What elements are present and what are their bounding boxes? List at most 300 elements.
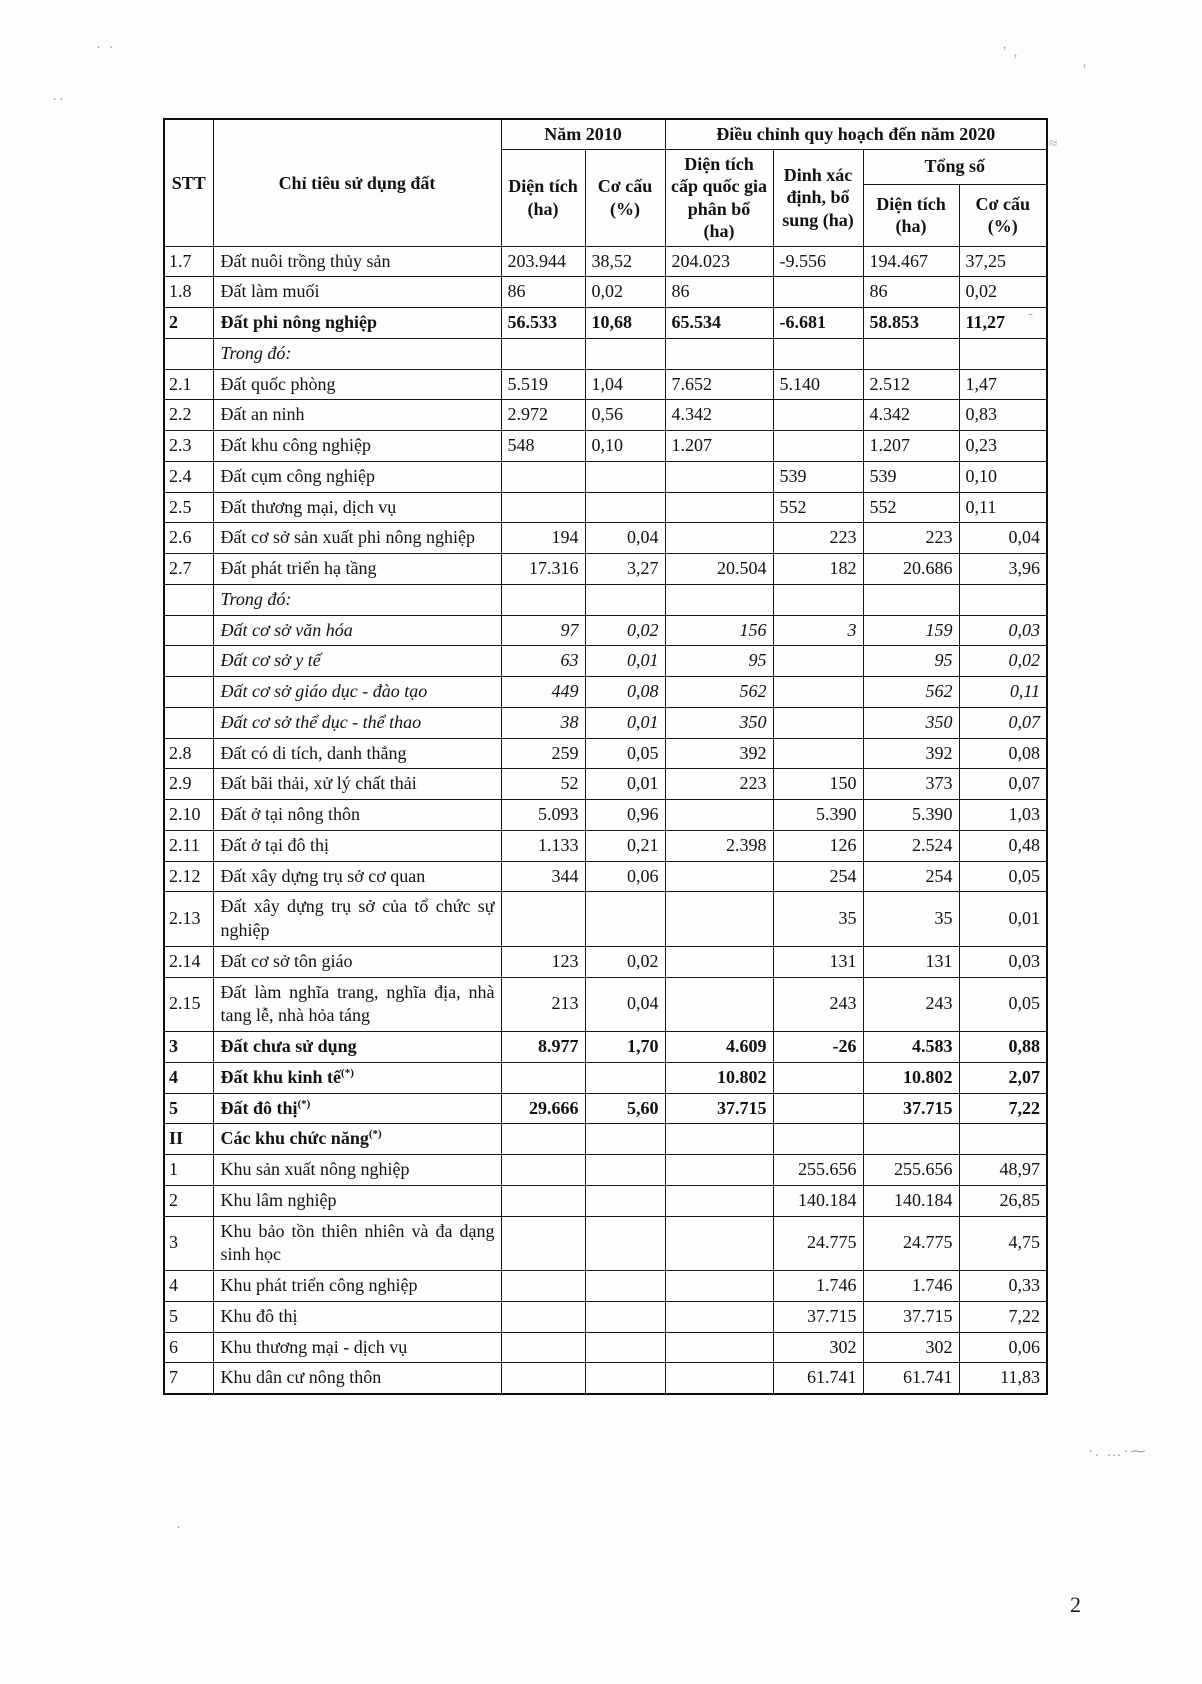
table-row — [164, 523, 1047, 554]
row-value: 24.775 — [773, 1216, 863, 1271]
row-value: 5,60 — [585, 1093, 665, 1124]
row-value — [501, 461, 585, 492]
row-value — [585, 461, 665, 492]
row-value: 552 — [773, 492, 863, 523]
row-stt: 2.11 — [164, 830, 213, 861]
table-row — [164, 1155, 1047, 1186]
row-value — [501, 1062, 585, 1093]
row-value — [959, 1124, 1047, 1155]
row-stt — [164, 707, 213, 738]
table-row — [164, 584, 1047, 615]
row-value — [501, 1332, 585, 1363]
row-stt: 5 — [164, 1301, 213, 1332]
row-value: 20.686 — [863, 554, 959, 585]
table-row — [164, 977, 1047, 1032]
row-value: 0,02 — [959, 646, 1047, 677]
row-value: 5.093 — [501, 800, 585, 831]
row-value: 3,96 — [959, 554, 1047, 585]
row-stt — [164, 584, 213, 615]
row-value: 203.944 — [501, 246, 585, 277]
row-value: 562 — [863, 677, 959, 708]
table-row — [164, 738, 1047, 769]
row-value — [665, 946, 773, 977]
row-value — [773, 1124, 863, 1155]
row-value — [665, 584, 773, 615]
row-value: 8.977 — [501, 1032, 585, 1063]
row-value — [665, 523, 773, 554]
row-stt: 4 — [164, 1271, 213, 1302]
row-value: 65.534 — [665, 308, 773, 339]
row-value: 1.207 — [863, 431, 959, 462]
header-stt: STT — [164, 119, 213, 246]
header-ratio-2010: Cơ cấu (%) — [585, 149, 665, 246]
row-label: Đất làm nghĩa trang, nghĩa địa, nhà tang lễ, nhà hỏa táng — [213, 977, 501, 1032]
row-stt: 1.8 — [164, 277, 213, 308]
row-value: 449 — [501, 677, 585, 708]
row-value: 255.656 — [863, 1155, 959, 1186]
row-value: 194 — [501, 523, 585, 554]
row-stt: 6 — [164, 1332, 213, 1363]
row-value — [501, 338, 585, 369]
land-use-table — [163, 118, 1048, 1395]
row-label: Trong đó: — [213, 338, 501, 369]
row-value: 0,56 — [585, 400, 665, 431]
row-value — [501, 1185, 585, 1216]
row-value — [665, 1155, 773, 1186]
row-label: Đất cơ sở giáo dục - đào tạo — [213, 677, 501, 708]
table-row — [164, 892, 1047, 947]
row-value: 223 — [665, 769, 773, 800]
row-value: 58.853 — [863, 308, 959, 339]
row-value: 140.184 — [863, 1185, 959, 1216]
row-label: Đất làm muối — [213, 277, 501, 308]
row-value — [665, 977, 773, 1032]
row-value — [585, 1155, 665, 1186]
row-stt: 2.7 — [164, 554, 213, 585]
row-label: Khu bảo tồn thiên nhiên và đa dạng sinh học — [213, 1216, 501, 1271]
header-area-2010: Diện tích (ha) — [501, 149, 585, 246]
row-value — [585, 338, 665, 369]
row-value: 140.184 — [773, 1185, 863, 1216]
row-value — [585, 1124, 665, 1155]
row-value: 350 — [863, 707, 959, 738]
row-value: -9.556 — [773, 246, 863, 277]
row-value: 159 — [863, 615, 959, 646]
row-label: Đất cụm công nghiệp — [213, 461, 501, 492]
row-stt: 2.2 — [164, 400, 213, 431]
row-value — [773, 738, 863, 769]
row-stt: 2.4 — [164, 461, 213, 492]
row-value: 20.504 — [665, 554, 773, 585]
scan-artifact: · — [176, 1520, 183, 1536]
row-value: 11,83 — [959, 1363, 1047, 1394]
row-value: 0,01 — [585, 646, 665, 677]
row-label: Đất cơ sở văn hóa — [213, 615, 501, 646]
row-value: 0,01 — [585, 707, 665, 738]
row-label: Khu thương mại - dịch vụ — [213, 1332, 501, 1363]
row-value: 548 — [501, 431, 585, 462]
row-value — [501, 1363, 585, 1394]
row-value — [665, 1363, 773, 1394]
row-value: 10,68 — [585, 308, 665, 339]
row-value: 1,04 — [585, 369, 665, 400]
row-label: Đất cơ sở tôn giáo — [213, 946, 501, 977]
row-value: 213 — [501, 977, 585, 1032]
row-label-footnote-marker: (*) — [341, 1066, 354, 1079]
row-value: 4.342 — [665, 400, 773, 431]
row-label: Đất cơ sở sản xuất phi nông nghiệp — [213, 523, 501, 554]
row-value: 131 — [863, 946, 959, 977]
row-value: 223 — [773, 523, 863, 554]
row-value: 56.533 — [501, 308, 585, 339]
header-year-2010: Năm 2010 — [501, 119, 665, 149]
row-value: 182 — [773, 554, 863, 585]
row-value: 0,03 — [959, 615, 1047, 646]
row-value: 1.207 — [665, 431, 773, 462]
row-value — [665, 861, 773, 892]
scan-artifact: ’ — [1082, 62, 1089, 78]
header-national-alloc: Diện tích cấp quốc gia phân bổ (ha) — [665, 149, 773, 246]
row-label: Đất quốc phòng — [213, 369, 501, 400]
row-value: 17.316 — [501, 554, 585, 585]
row-value: 10.802 — [665, 1062, 773, 1093]
row-value: 0,05 — [585, 738, 665, 769]
table-row — [164, 800, 1047, 831]
row-value: 156 — [665, 615, 773, 646]
scan-artifact: ·. …·⁓ — [1088, 1444, 1148, 1460]
row-value: 61.741 — [863, 1363, 959, 1394]
row-value: 1.746 — [773, 1271, 863, 1302]
scan-artifact: ’ , — [1002, 44, 1020, 60]
row-stt — [164, 677, 213, 708]
row-value: 24.775 — [863, 1216, 959, 1271]
row-value — [665, 492, 773, 523]
row-value: 0,33 — [959, 1271, 1047, 1302]
row-value: 2,07 — [959, 1062, 1047, 1093]
row-value: 10.802 — [863, 1062, 959, 1093]
page-number: 2 — [1070, 1592, 1081, 1617]
row-value — [665, 1124, 773, 1155]
table-row — [164, 1301, 1047, 1332]
row-value: 86 — [863, 277, 959, 308]
row-stt: 2.14 — [164, 946, 213, 977]
row-value: 0,02 — [585, 946, 665, 977]
row-value: 29.666 — [501, 1093, 585, 1124]
row-value — [585, 584, 665, 615]
row-value: 5.519 — [501, 369, 585, 400]
table-row — [164, 492, 1047, 523]
row-value: 0,07 — [959, 707, 1047, 738]
table-row — [164, 1363, 1047, 1394]
table-row — [164, 461, 1047, 492]
row-label: Đất an ninh — [213, 400, 501, 431]
row-value: 2.972 — [501, 400, 585, 431]
row-value — [665, 1301, 773, 1332]
table-row — [164, 400, 1047, 431]
row-value — [585, 1363, 665, 1394]
row-value: 539 — [863, 461, 959, 492]
row-stt: 2.5 — [164, 492, 213, 523]
table-row — [164, 1185, 1047, 1216]
table-row — [164, 861, 1047, 892]
row-value — [665, 1332, 773, 1363]
row-label: Đất xây dựng trụ sở của tổ chức sự nghiệp — [213, 892, 501, 947]
row-value — [585, 1271, 665, 1302]
row-value: 5.140 — [773, 369, 863, 400]
row-value: 123 — [501, 946, 585, 977]
row-value: 0,08 — [585, 677, 665, 708]
row-stt: 2 — [164, 1185, 213, 1216]
row-value — [501, 492, 585, 523]
row-value: 3,27 — [585, 554, 665, 585]
row-value — [773, 338, 863, 369]
row-value: 131 — [773, 946, 863, 977]
row-label-footnote-marker: (*) — [297, 1097, 311, 1110]
table-row — [164, 677, 1047, 708]
row-value: 0,02 — [585, 277, 665, 308]
row-value — [863, 338, 959, 369]
row-value — [773, 400, 863, 431]
row-value — [585, 1301, 665, 1332]
row-value: 255.656 — [773, 1155, 863, 1186]
row-value — [585, 1062, 665, 1093]
row-stt — [164, 615, 213, 646]
row-stt: 4 — [164, 1062, 213, 1093]
row-label: Đất cơ sở thể dục - thể thao — [213, 707, 501, 738]
table-row — [164, 1124, 1047, 1155]
table-row — [164, 615, 1047, 646]
table-row — [164, 308, 1047, 339]
row-value — [501, 1301, 585, 1332]
row-value: 1,70 — [585, 1032, 665, 1063]
row-value — [863, 1124, 959, 1155]
row-value — [665, 892, 773, 947]
row-stt: 3 — [164, 1216, 213, 1271]
row-value: -6.681 — [773, 308, 863, 339]
row-label: Đất nuôi trồng thủy sản — [213, 246, 501, 277]
row-stt: 2.12 — [164, 861, 213, 892]
row-value — [585, 492, 665, 523]
table-row — [164, 1271, 1047, 1302]
row-label: Đất chưa sử dụng — [213, 1032, 501, 1063]
row-stt: 7 — [164, 1363, 213, 1394]
table-row — [164, 277, 1047, 308]
row-value: 0,10 — [585, 431, 665, 462]
row-value — [501, 892, 585, 947]
row-value: 0,02 — [959, 277, 1047, 308]
row-value — [665, 1216, 773, 1271]
row-value — [773, 431, 863, 462]
row-value: -26 — [773, 1032, 863, 1063]
row-value: 48,97 — [959, 1155, 1047, 1186]
row-label: Đất ở tại đô thị — [213, 830, 501, 861]
row-value — [959, 338, 1047, 369]
header-determined-added: Dinh xác định, bổ sung (ha) — [773, 149, 863, 246]
table-row — [164, 1093, 1047, 1124]
row-value: 0,83 — [959, 400, 1047, 431]
row-value: 350 — [665, 707, 773, 738]
row-value: 562 — [665, 677, 773, 708]
row-value — [773, 1062, 863, 1093]
table-body — [164, 246, 1047, 1394]
row-value: 392 — [665, 738, 773, 769]
row-value: 95 — [665, 646, 773, 677]
row-value: 35 — [773, 892, 863, 947]
row-label: Đất cơ sở y tế — [213, 646, 501, 677]
row-value: 95 — [863, 646, 959, 677]
row-label: Đất đô thị(*) — [213, 1093, 501, 1124]
row-value: 37.715 — [773, 1301, 863, 1332]
row-label: Đất khu kinh tế(*) — [213, 1062, 501, 1093]
row-value: 0,96 — [585, 800, 665, 831]
row-value: 86 — [665, 277, 773, 308]
row-value — [501, 1271, 585, 1302]
table-row — [164, 369, 1047, 400]
header-adjust-2020: Điều chỉnh quy hoạch đến năm 2020 — [665, 119, 1047, 149]
row-value — [501, 1124, 585, 1155]
row-value: 38,52 — [585, 246, 665, 277]
row-value — [773, 1093, 863, 1124]
table-row — [164, 246, 1047, 277]
row-value: 150 — [773, 769, 863, 800]
row-value: 97 — [501, 615, 585, 646]
row-label: Khu sản xuất nông nghiệp — [213, 1155, 501, 1186]
row-value: 37,25 — [959, 246, 1047, 277]
row-stt: 2.1 — [164, 369, 213, 400]
row-stt: 2.9 — [164, 769, 213, 800]
row-value: 1,03 — [959, 800, 1047, 831]
table-row — [164, 707, 1047, 738]
row-value: 1,47 — [959, 369, 1047, 400]
row-value — [501, 1155, 585, 1186]
row-label: Đất phát triển hạ tầng — [213, 554, 501, 585]
row-label: Đất xây dựng trụ sở cơ quan — [213, 861, 501, 892]
row-stt: 1.7 — [164, 246, 213, 277]
row-value: 5.390 — [773, 800, 863, 831]
row-value — [585, 1332, 665, 1363]
row-value — [959, 584, 1047, 615]
row-label: Đất bãi thải, xử lý chất thải — [213, 769, 501, 800]
row-value — [585, 892, 665, 947]
row-label: Khu phát triển công nghiệp — [213, 1271, 501, 1302]
row-label: Đất phi nông nghiệp — [213, 308, 501, 339]
row-value: 0,02 — [585, 615, 665, 646]
row-value: 223 — [863, 523, 959, 554]
row-value: 194.467 — [863, 246, 959, 277]
row-value: 4,75 — [959, 1216, 1047, 1271]
row-value: 0,11 — [959, 677, 1047, 708]
row-value: 0,05 — [959, 977, 1047, 1032]
row-label: Đất khu công nghiệp — [213, 431, 501, 462]
row-value — [665, 1271, 773, 1302]
row-label: Khu đô thị — [213, 1301, 501, 1332]
row-stt: 2.13 — [164, 892, 213, 947]
header-total: Tổng số — [863, 149, 1047, 184]
row-value: 35 — [863, 892, 959, 947]
row-stt: 5 — [164, 1093, 213, 1124]
row-label: Đất có di tích, danh thắng — [213, 738, 501, 769]
row-value: 11,27 — [959, 308, 1047, 339]
row-value: 4.609 — [665, 1032, 773, 1063]
row-value: 63 — [501, 646, 585, 677]
scan-artifact: ≈ — [1049, 136, 1060, 152]
row-value: 7,22 — [959, 1093, 1047, 1124]
row-value: 0,48 — [959, 830, 1047, 861]
row-value: 1.133 — [501, 830, 585, 861]
row-value: 344 — [501, 861, 585, 892]
row-value: 259 — [501, 738, 585, 769]
row-value: 26,85 — [959, 1185, 1047, 1216]
row-value: 2.512 — [863, 369, 959, 400]
row-value — [863, 584, 959, 615]
scan-artifact: · · — [96, 40, 116, 56]
row-value: 86 — [501, 277, 585, 308]
row-value: 37.715 — [863, 1301, 959, 1332]
row-value: 0,23 — [959, 431, 1047, 462]
row-value — [773, 677, 863, 708]
row-value: 0,04 — [585, 523, 665, 554]
row-value: 0,04 — [959, 523, 1047, 554]
row-value — [773, 277, 863, 308]
row-value: 302 — [773, 1332, 863, 1363]
row-value: 0,06 — [585, 861, 665, 892]
row-label: Đất ở tại nông thôn — [213, 800, 501, 831]
row-value: 0,03 — [959, 946, 1047, 977]
row-value: 0,07 — [959, 769, 1047, 800]
row-label: Đất thương mại, dịch vụ — [213, 492, 501, 523]
row-value: 539 — [773, 461, 863, 492]
row-value: 2.524 — [863, 830, 959, 861]
row-value: 38 — [501, 707, 585, 738]
row-stt: 2.8 — [164, 738, 213, 769]
table-row — [164, 338, 1047, 369]
row-value — [773, 707, 863, 738]
row-value: 0,10 — [959, 461, 1047, 492]
row-value: 0,01 — [585, 769, 665, 800]
row-stt — [164, 646, 213, 677]
row-value: 302 — [863, 1332, 959, 1363]
row-value: 37.715 — [863, 1093, 959, 1124]
header-total-area: Diện tích (ha) — [863, 184, 959, 246]
row-value: 0,04 — [585, 977, 665, 1032]
row-value: 5.390 — [863, 800, 959, 831]
table-row — [164, 431, 1047, 462]
row-value — [501, 584, 585, 615]
table-row — [164, 946, 1047, 977]
scan-artifact: ·· — [52, 92, 66, 108]
row-label-footnote-marker: (*) — [368, 1128, 382, 1141]
row-label: Trong đó: — [213, 584, 501, 615]
row-value: 7,22 — [959, 1301, 1047, 1332]
row-value: 243 — [773, 977, 863, 1032]
row-value: 392 — [863, 738, 959, 769]
row-value — [665, 1185, 773, 1216]
row-value — [665, 461, 773, 492]
row-value: 52 — [501, 769, 585, 800]
row-value: 243 — [863, 977, 959, 1032]
row-stt — [164, 338, 213, 369]
row-value: 2.398 — [665, 830, 773, 861]
table-row — [164, 1216, 1047, 1271]
row-value — [773, 646, 863, 677]
row-label: Các khu chức năng(*) — [213, 1124, 501, 1155]
row-value: 37.715 — [665, 1093, 773, 1124]
row-value: 0,11 — [959, 492, 1047, 523]
row-value: 204.023 — [665, 246, 773, 277]
row-value: 0,05 — [959, 861, 1047, 892]
row-value — [665, 800, 773, 831]
row-value — [665, 338, 773, 369]
